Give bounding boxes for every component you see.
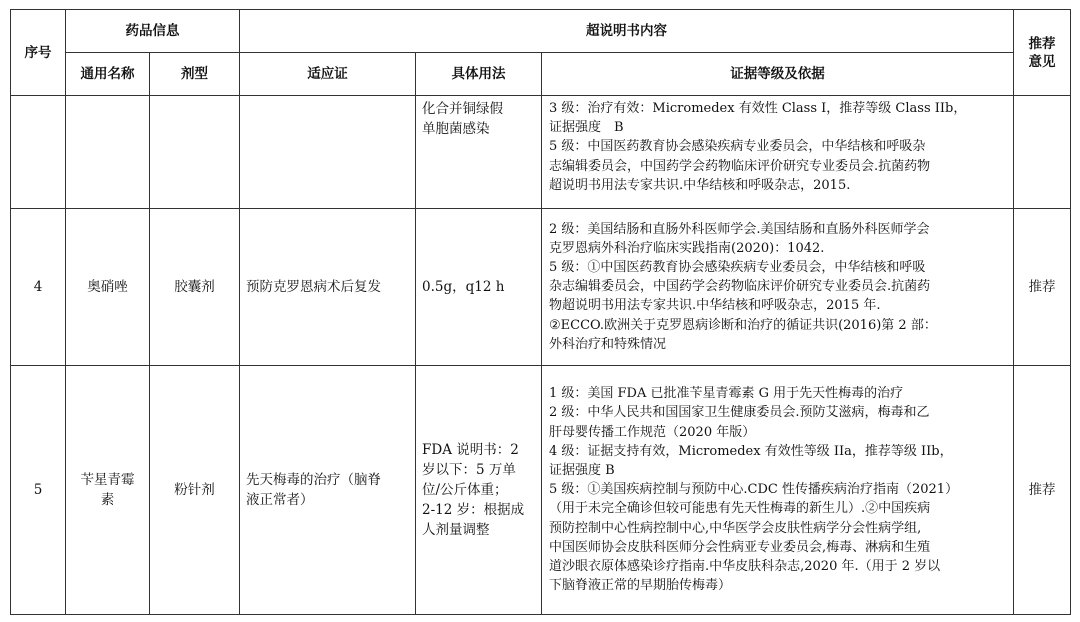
cell-evidence <box>542 96 1014 209</box>
evidence-line: 预防控制中心性病控制中心,中华医学会皮肤性病学分会性病学组, <box>549 520 922 536</box>
cell-usage <box>416 209 542 365</box>
evidence-line: 超说明书用法专家共识.中华结核和呼吸杂志，2015. <box>549 177 851 193</box>
cell-recommendation <box>1014 96 1071 209</box>
evidence-line: 4 级：证据支持有效，Micromedex 有效性等级 IIa，推荐等级 IIb， <box>549 443 953 459</box>
cell-seq: 5 <box>11 365 66 615</box>
cell-seq: 4 <box>11 209 66 365</box>
usage-line: 位/公斤体重； <box>422 481 508 498</box>
cell-indication <box>240 365 416 615</box>
cell-evidence <box>542 365 1014 615</box>
cell-dosage-form: 粉针剂 <box>150 365 240 615</box>
evidence-line: 证据强度 B <box>549 120 624 136</box>
evidence-line: 5 级：中国医药教育协会感染疾病专业委员会，中华结核和呼吸杂 <box>549 139 926 155</box>
indication-line: 液正常者） <box>246 491 314 508</box>
cell-indication <box>240 209 416 365</box>
cell-indication <box>240 96 416 209</box>
indication-line: 预防克罗恩病术后复发 <box>246 278 381 295</box>
drug-table <box>10 9 1071 615</box>
header-recommendation-line1: 推荐 <box>1028 35 1056 52</box>
evidence-line: 5 级：①中国医药教育协会感染疾病专业委员会，中华结核和呼吸 <box>549 260 926 276</box>
cell-dosage-form <box>150 96 240 209</box>
usage-line: 0.5g，q12 h <box>422 278 505 295</box>
evidence-line: 3 级：治疗有效：Micromedex 有效性 Class I，推荐等级 Class IIb， <box>549 101 967 116</box>
cell-generic-name <box>66 209 150 365</box>
cell-generic-name <box>66 96 150 209</box>
indication-line: 先天梅毒的治疗（脑脊 <box>246 471 381 488</box>
header-usage: 具体用法 <box>416 53 542 96</box>
header-evidence: 证据等级及依据 <box>542 53 1014 96</box>
evidence-line: 物超说明书用法专家共识.中华结核和呼吸杂志，2015 年. <box>549 298 881 314</box>
evidence-line: 2 级：中华人民共和国国家卫生健康委员会.预防艾滋病，梅毒和乙 <box>549 405 930 421</box>
header-recommendation <box>1014 10 1071 96</box>
cell-usage <box>416 96 542 209</box>
header-dosage-form: 剂型 <box>150 53 240 96</box>
cell-evidence <box>542 209 1014 365</box>
table-row <box>11 96 1071 209</box>
cell-seq <box>11 96 66 209</box>
generic-name-line: 苄星青霉 <box>80 471 135 488</box>
header-indication: 适应证 <box>240 53 416 96</box>
cell-dosage-form: 胶囊剂 <box>150 209 240 365</box>
cell-recommendation: 推荐 <box>1014 209 1071 365</box>
evidence-line: （用于未完全确诊但较可能患有先天性梅毒的新生儿）.②中国疾病 <box>549 501 931 517</box>
header-drug-info: 药品信息 <box>66 10 240 53</box>
header-recommendation-line2: 意见 <box>1028 53 1056 70</box>
usage-line: 化合并铜绿假 <box>422 101 503 117</box>
evidence-line: 2 级：美国结肠和直肠外科医师学会.美国结肠和直肠外科医师学会 <box>549 221 930 237</box>
evidence-line: 证据强度 B <box>549 462 615 478</box>
evidence-line: 中国医师协会皮肤科医师分会性病亚专业委员会,梅毒、淋病和生殖 <box>549 539 931 555</box>
evidence-line: 志编辑委员会，中国药学会药物临床评价研究专业委员会.抗菌药物 <box>549 158 931 174</box>
evidence-line: 克罗恩病外科治疗临床实践指南(2020)：1042. <box>549 240 825 256</box>
table-row <box>11 365 1071 615</box>
evidence-line: 1 级：美国 FDA 已批准苄星青霉素 G 用于先天性梅毒的治疗 <box>549 386 904 402</box>
cell-usage <box>416 365 542 615</box>
evidence-line: 5 级：①美国疾病控制与预防中心.CDC 性传播疾病治疗指南（2021） <box>549 482 959 498</box>
cell-generic-name <box>66 365 150 615</box>
usage-line: 岁以下：5 万单 <box>422 461 516 478</box>
evidence-line: 外科治疗和特殊情况 <box>549 336 667 352</box>
cell-recommendation: 推荐 <box>1014 365 1071 615</box>
header-seq: 序号 <box>11 10 66 96</box>
header-generic-name: 通用名称 <box>66 53 150 96</box>
evidence-line: 杂志编辑委员会，中国药学会药物临床评价研究专业委员会.抗菌药 <box>549 279 931 295</box>
usage-line: 2-12 岁：根据成 <box>422 501 525 518</box>
usage-line: 单胞菌感染 <box>422 121 490 137</box>
evidence-line: ②ECCO.欧洲关于克罗恩病诊断和治疗的循证共识(2016)第 2 部： <box>549 317 937 333</box>
evidence-line: 道沙眼衣原体感染诊疗指南.中华皮肤科杂志,2020 年.（用于 2 岁以 <box>549 558 941 574</box>
header-row-1 <box>11 10 1071 53</box>
header-off-label: 超说明书内容 <box>240 10 1014 53</box>
table-row <box>11 209 1071 365</box>
evidence-line: 下脑脊液正常的早期胎传梅毒） <box>549 578 732 594</box>
usage-line: FDA 说明书：2 <box>422 441 519 458</box>
generic-name-line: 奥硝唑 <box>87 278 128 295</box>
header-row-2 <box>11 53 1071 96</box>
evidence-line: 肝母婴传播工作规范（2020 年版） <box>549 424 756 440</box>
generic-name-line: 素 <box>100 491 115 508</box>
usage-line: 人剂量调整 <box>422 521 490 538</box>
